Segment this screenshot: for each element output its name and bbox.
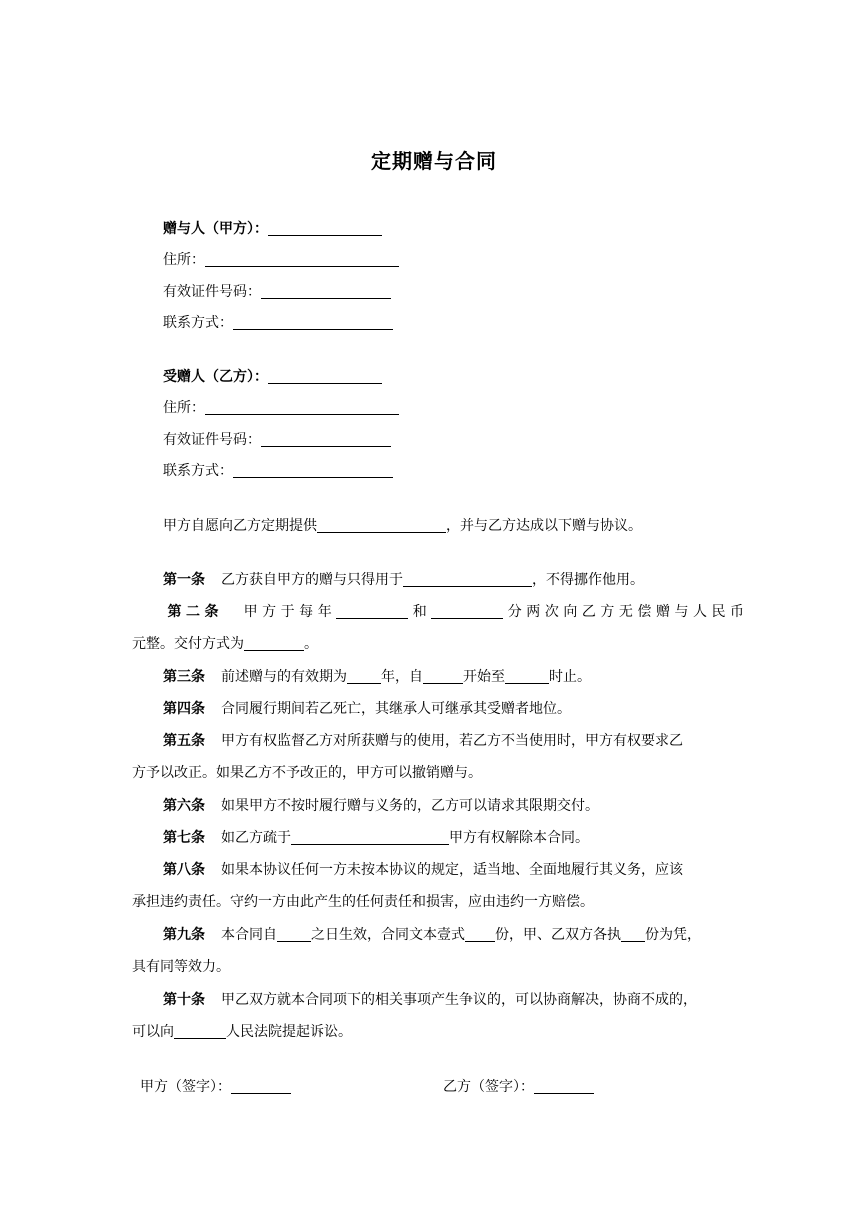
article-3-years-blank[interactable]: [347, 667, 381, 684]
donor-id-blank[interactable]: [261, 284, 391, 299]
article-6: 第六条 如果甲方不按时履行赠与义务的，乙方可以请求其限期交付。: [163, 798, 599, 814]
article-3-label: 第三条: [163, 669, 205, 685]
article-10-court-blank[interactable]: [174, 1022, 226, 1039]
party-a-signature: [140, 1077, 291, 1097]
donor-heading: 赠与人（甲方）：: [163, 221, 268, 237]
donee-heading-row: [163, 367, 382, 387]
article-7-duty-blank[interactable]: [291, 828, 449, 845]
article-9-label: 第九条: [163, 927, 205, 943]
article-9-each-blank[interactable]: [621, 925, 645, 942]
article-7: 第七条 如乙方疏于 甲方有权解除本合同。: [163, 830, 589, 846]
article-2-time2-blank[interactable]: [431, 602, 503, 619]
article-4: 第四条 合同履行期间若乙死亡，其继承人可继承其受赠者地位。: [163, 701, 571, 717]
document-title: 定期赠与合同: [371, 149, 497, 173]
article-2-method-blank[interactable]: [244, 634, 304, 651]
article-8: 第八条 如果本协议任何一方未按本协议的规定，适当地、全面地履行其义务，应该 承担违约责任。守约一方由此产生的任何责任和损害，应由违约一方赔偿。: [132, 862, 683, 910]
article-2: 第二条 甲方于每年 和 分两次向乙方无偿赠与人民币 元整。交付方式为 。: [132, 604, 745, 652]
intro-paragraph: 甲方自愿向乙方定期提供 ，并与乙方达成以下赠与协议。: [163, 518, 642, 534]
party-a-signature-blank[interactable]: [231, 1079, 291, 1094]
article-10-label: 第十条: [163, 992, 205, 1008]
article-9: 第九条 本合同自 之日生效，合同文本壹式 份，甲、乙双方各执 份为凭， 具有同等效力。: [132, 927, 701, 975]
donee-address-row: [163, 398, 399, 418]
party-a-signature-label: 甲方（签字）：: [140, 1079, 231, 1095]
article-10: 第十条 甲乙双方就本合同项下的相关事项产生争议的，可以协商解决，协商不成的， 可以向 人民法院提起诉讼。: [132, 992, 697, 1040]
article-3: 第三条 前述赠与的有效期为 年，自 开始至 时止。: [163, 669, 591, 685]
donee-id-blank[interactable]: [261, 432, 391, 447]
article-2-time1-blank[interactable]: [336, 602, 408, 619]
article-1-use-blank[interactable]: [403, 570, 532, 587]
donee-address-label: 住所：: [163, 400, 205, 416]
party-b-signature-label: 乙方（签字）：: [443, 1079, 534, 1095]
donee-contact-blank[interactable]: [233, 463, 393, 478]
donor-contact-row: [163, 313, 393, 333]
article-1: 第一条 乙方获自甲方的赠与只得用于 ，不得挪作他用。: [163, 572, 644, 588]
donee-name-blank[interactable]: [268, 369, 382, 384]
donor-contact-label: 联系方式：: [163, 315, 233, 331]
donor-id-label: 有效证件号码：: [163, 284, 261, 300]
article-6-label: 第六条: [163, 798, 205, 814]
donee-address-blank[interactable]: [205, 400, 399, 415]
donee-contact-row: [163, 461, 393, 481]
article-9-date-blank[interactable]: [277, 925, 311, 942]
donor-address-blank[interactable]: [205, 252, 399, 267]
article-4-label: 第四条: [163, 701, 205, 717]
donee-contact-label: 联系方式：: [163, 463, 233, 479]
article-7-label: 第七条: [163, 830, 205, 846]
article-5-label: 第五条: [163, 733, 205, 749]
party-b-signature-blank[interactable]: [534, 1079, 594, 1094]
article-3-start-blank[interactable]: [423, 667, 463, 684]
donor-name-blank[interactable]: [268, 221, 382, 236]
intro-gift-blank[interactable]: [317, 516, 446, 533]
donee-id-row: [163, 430, 391, 450]
article-1-label: 第一条: [163, 572, 205, 588]
donee-id-label: 有效证件号码：: [163, 432, 261, 448]
donor-address-label: 住所：: [163, 252, 205, 268]
donor-address-row: [163, 250, 399, 270]
article-5: 第五条 甲方有权监督乙方对所获赠与的使用，若乙方不当使用时，甲方有权要求乙 方予以改正。如果乙方不予改正的，甲方可以撤销赠与。: [132, 733, 683, 781]
article-2-label: 第二条: [163, 604, 224, 620]
article-3-end-blank[interactable]: [505, 667, 549, 684]
party-b-signature: [443, 1077, 594, 1097]
article-8-label: 第八条: [163, 862, 205, 878]
donor-contact-blank[interactable]: [233, 315, 393, 330]
donee-heading: 受赠人（乙方）：: [163, 369, 268, 385]
article-9-copies-blank[interactable]: [465, 925, 495, 942]
donor-heading-row: [163, 219, 382, 239]
donor-id-row: [163, 282, 391, 302]
